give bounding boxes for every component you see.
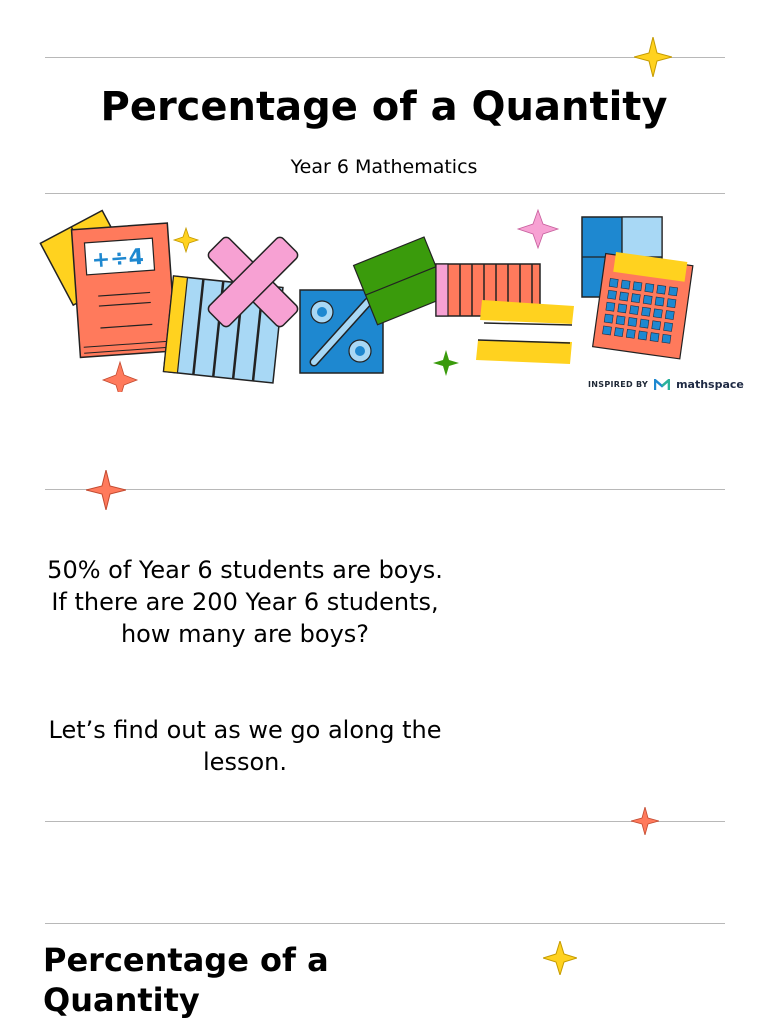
coral-sparkle-icon xyxy=(103,362,137,392)
slide2-top-rule xyxy=(45,489,725,490)
equals-sign-shape xyxy=(476,300,574,364)
pink-sparkle-icon xyxy=(518,210,558,248)
slide1-mid-rule xyxy=(45,193,725,194)
lesson-title: Percentage of a Quantity xyxy=(100,84,668,130)
slide2-bottom-rule xyxy=(45,821,725,822)
svg-text:+÷4: +÷4 xyxy=(90,244,145,274)
brand-name: mathspace xyxy=(676,378,744,391)
lesson-subtitle: Year 6 Mathematics xyxy=(290,156,478,178)
coral-sparkle-icon xyxy=(631,807,659,835)
prompt-text: Let’s find out as we go along the lesson. xyxy=(48,716,442,776)
small-yellow-sparkle-icon xyxy=(174,228,198,252)
dot-grid-card-shape xyxy=(593,251,694,359)
green-sparkle-icon xyxy=(433,350,459,376)
question-text: 50% of Year 6 students are boys. If there are 200 Year 6 students, how many are boys? xyxy=(47,556,443,648)
math-illustration-banner xyxy=(38,202,728,392)
brand-credit xyxy=(588,378,744,391)
calculator-notebook-shape xyxy=(72,223,177,357)
coral-sparkle-icon xyxy=(86,470,126,510)
slide3-top-rule xyxy=(45,923,725,924)
mathspace-logo-icon xyxy=(654,379,670,391)
brand-prefix: INSPIRED BY xyxy=(588,380,649,389)
slide1-top-rule xyxy=(45,57,725,58)
yellow-sparkle-icon xyxy=(634,37,672,77)
section-title: Percentage of a Quantity xyxy=(43,941,329,1019)
yellow-sparkle-icon xyxy=(543,941,577,975)
